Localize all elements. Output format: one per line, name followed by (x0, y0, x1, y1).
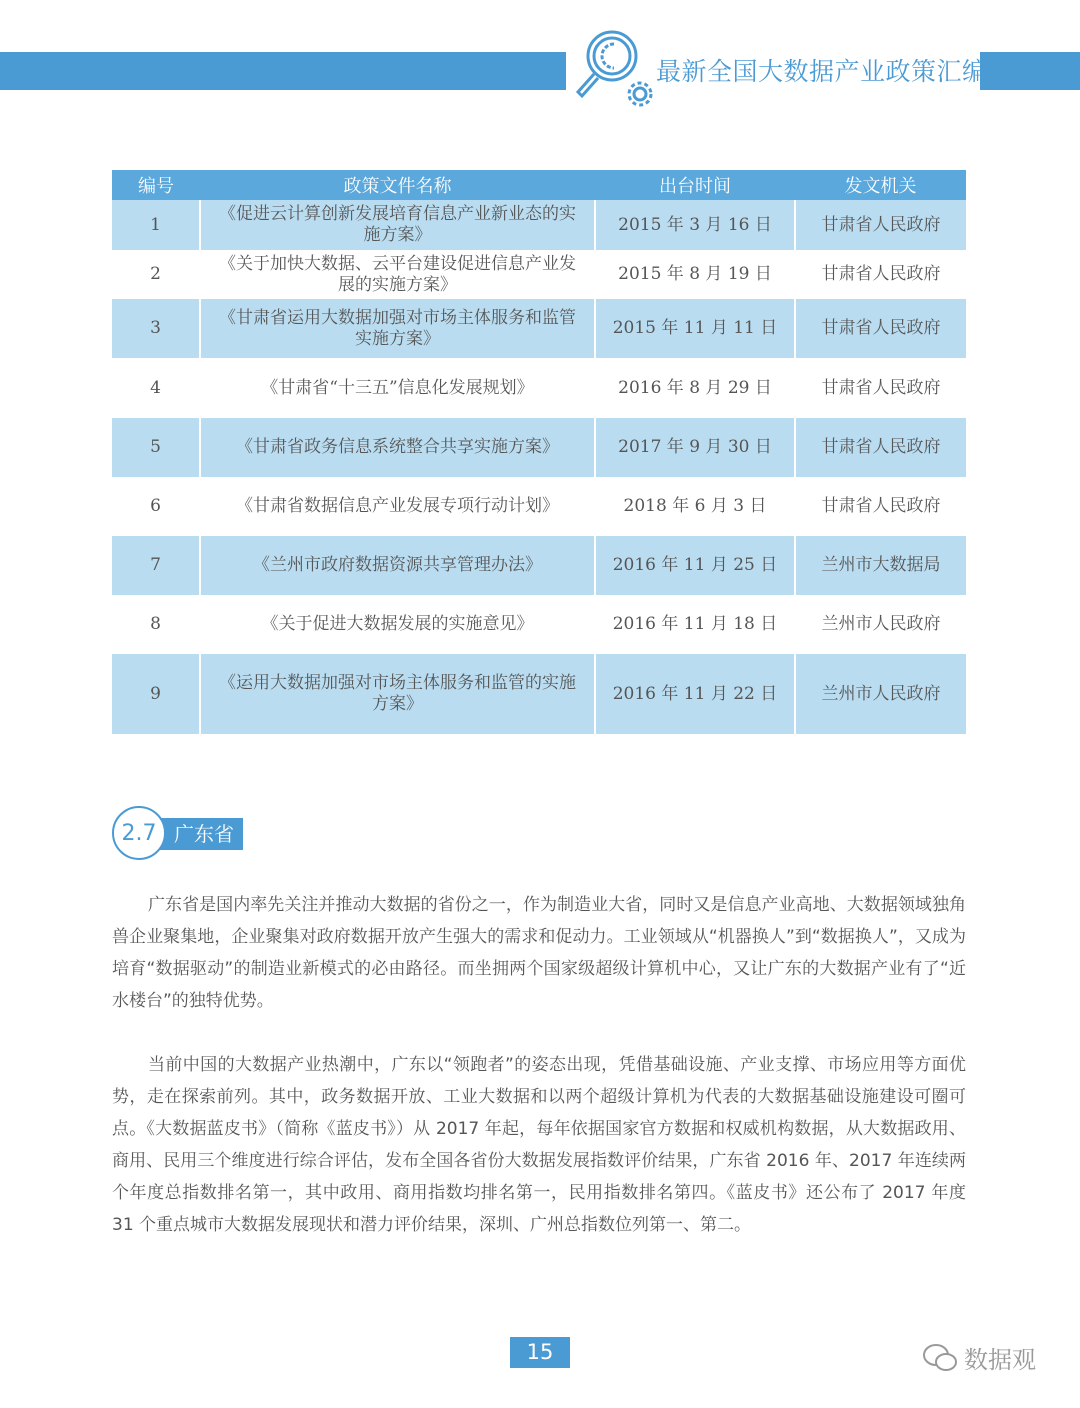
col-name: 政策文件名称 (200, 170, 595, 200)
paragraph: 当前中国的大数据产业热潮中，广东以“领跑者”的姿态出现，凭借基础设施、产业支撑、市场应用等方面优势，走在探索前列。其中，政务数据开放、工业大数据和以两个超级计算机为代表的大数据基础设施建设可圈可点。《大数据蓝皮书》（简称《蓝皮书》）从 2017 年起，每年依据国家官方数据和权威机构数据，从大数据政用、商用、民用三个维度进行综合评估，发布全国各省份大数据发展指数评价结果，广东省 2016 年、2017 年连续两个年度总指数排名第一，其中政用、商用指数均排名第一，民用指数排名第四。《蓝皮书》还公布了 2017 年度 31 个重点城市大数据发展现状和潜力评价结果，深圳、广州总指数位列第一、第二。 (112, 1055, 966, 1235)
cell-date: 2015 年 3 月 16 日 (595, 200, 795, 250)
cell-name: 《甘肃省“十三五”信息化发展规划》 (200, 358, 595, 418)
header-title: 最新全国大数据产业政策汇编 (656, 57, 988, 86)
page-number: 15 (510, 1337, 570, 1368)
cell-org: 甘肃省人民政府 (795, 250, 966, 299)
cell-name: 《甘肃省运用大数据加强对市场主体服务和监管实施方案》 (200, 299, 595, 358)
cell-org: 甘肃省人民政府 (795, 358, 966, 418)
cell-no: 9 (112, 654, 200, 734)
cell-org: 甘肃省人民政府 (795, 299, 966, 358)
magnifier-gear-icon (570, 26, 660, 110)
cell-name: 《运用大数据加强对市场主体服务和监管的实施方案》 (200, 654, 595, 734)
cell-org: 兰州市人民政府 (795, 654, 966, 734)
cell-org: 兰州市大数据局 (795, 536, 966, 595)
cell-no: 4 (150, 377, 161, 398)
cell-no: 8 (150, 614, 161, 634)
table-row (112, 358, 966, 418)
wechat-icon (922, 1343, 958, 1373)
cell-name: 《关于促进大数据发展的实施意见》 (200, 595, 595, 654)
cell-org: 甘肃省人民政府 (795, 200, 966, 250)
table-row (112, 200, 966, 250)
cell-date: 2016 年 11 月 22 日 (595, 654, 795, 734)
cell-no: 3 (112, 299, 200, 358)
header-bar-left (0, 52, 566, 90)
paragraph: 广东省是国内率先关注并推动大数据的省份之一，作为制造业大省，同时又是信息产业高地、大数据领域独角兽企业聚集地，企业聚集对政府数据开放产生强大的需求和促动力。工业领域从“机器换人”到“数据换人”，又成为培育“数据驱动”的制造业新模式的必由路径。而坐拥两个国家级超级计算机中心，又让广东的大数据产业有了“近水楼台”的独特优势。 (112, 895, 966, 1011)
cell-org: 兰州市人民政府 (795, 595, 966, 654)
cell-date: 2017 年 9 月 30 日 (595, 418, 795, 477)
cell-date: 2016 年 8 月 29 日 (595, 358, 795, 418)
table-row (112, 299, 966, 358)
table-row (112, 536, 966, 595)
table-row (112, 250, 966, 299)
cell-date: 2015 年 8 月 19 日 (595, 250, 795, 299)
cell-name: 《甘肃省数据信息产业发展专项行动计划》 (200, 477, 595, 536)
col-no: 编号 (112, 170, 200, 200)
cell-name: 《兰州市政府数据资源共享管理办法》 (200, 536, 595, 595)
cell-name: 《关于加快大数据、云平台建设促进信息产业发展的实施方案》 (200, 250, 595, 299)
policy-table (112, 170, 966, 734)
watermark-text: 数据观 (964, 1346, 1036, 1374)
cell-org: 甘肃省人民政府 (795, 418, 966, 477)
cell-date: 2018 年 6 月 3 日 (595, 477, 795, 536)
cell-date: 2015 年 11 月 11 日 (595, 299, 795, 358)
table-row (112, 595, 966, 654)
cell-date: 2016 年 11 月 18 日 (595, 595, 795, 654)
table-row (112, 477, 966, 536)
col-date: 出台时间 (595, 170, 795, 200)
table-row (112, 654, 966, 734)
section-number: 2.7 (112, 806, 166, 860)
col-org: 发文机关 (795, 170, 966, 200)
cell-no: 1 (112, 200, 200, 250)
cell-no: 6 (150, 496, 161, 516)
section-title: 广东省 (160, 818, 243, 850)
table-header (112, 170, 966, 200)
cell-name: 《促进云计算创新发展培育信息产业新业态的实施方案》 (200, 200, 595, 250)
watermark (922, 1340, 1036, 1375)
cell-no: 7 (112, 536, 200, 595)
cell-org: 甘肃省人民政府 (795, 477, 966, 536)
table-row (112, 418, 966, 477)
cell-date: 2016 年 11 月 25 日 (595, 536, 795, 595)
cell-name: 《甘肃省政务信息系统整合共享实施方案》 (200, 418, 595, 477)
header-bar-right (980, 52, 1080, 90)
cell-no: 5 (112, 418, 200, 477)
cell-no: 2 (150, 264, 161, 284)
